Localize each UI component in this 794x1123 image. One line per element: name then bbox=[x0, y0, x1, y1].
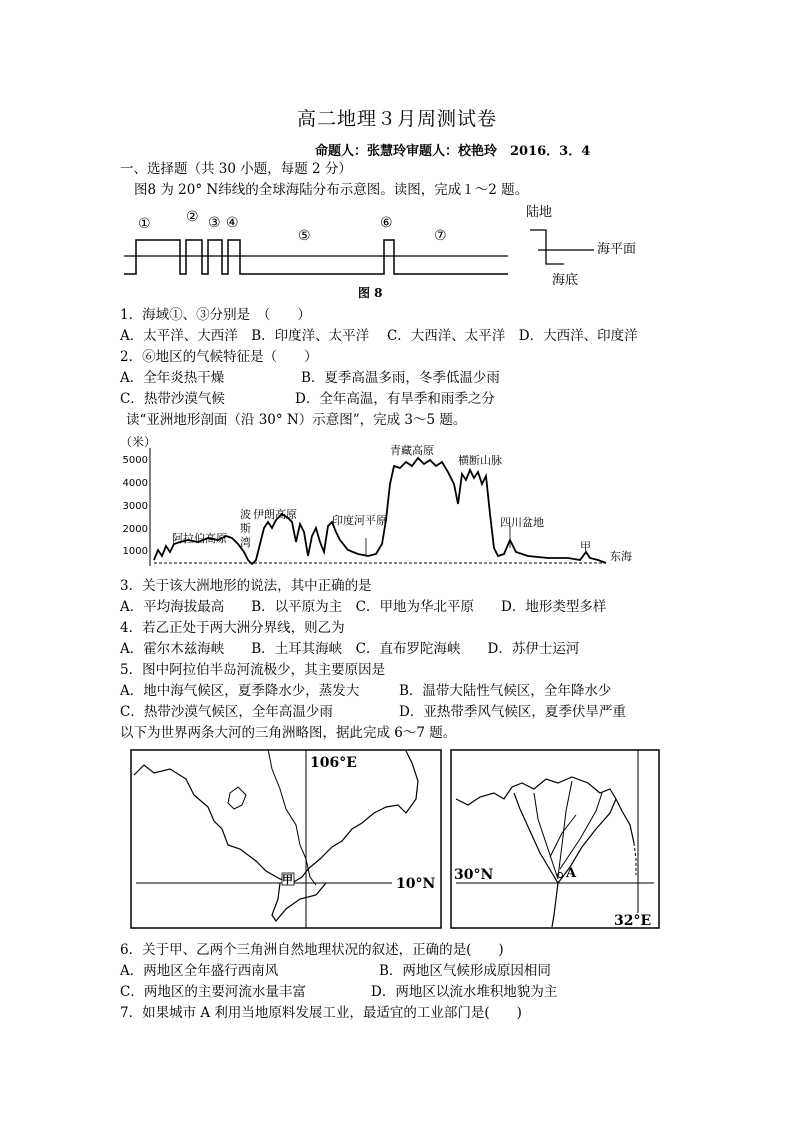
q5-option-c: C．热带沙漠气候区，全年高温少雨 bbox=[120, 704, 333, 720]
q1-stem: 1．海域①、③分别是 （ ） bbox=[120, 307, 311, 323]
river-left bbox=[268, 749, 316, 885]
y-tick-2000: 2000 bbox=[122, 524, 148, 535]
q3-stem: 3．关于该大洲地形的说法，其中正确的是 bbox=[120, 578, 372, 594]
southern-tip-left bbox=[272, 883, 326, 921]
y-axis-unit: （米） bbox=[120, 435, 157, 449]
label-iranian-plateau: 伊朗高原 bbox=[253, 508, 297, 521]
q6-option-d: D．两地区以流水堆积地貌为主 bbox=[371, 984, 558, 1000]
legend-profile bbox=[530, 230, 564, 264]
label-10N: 10°N bbox=[396, 876, 436, 892]
label-indus-plain: 印度河平原 bbox=[332, 514, 387, 527]
delta-outline bbox=[514, 793, 616, 883]
q6-option-c: C．两地区的主要河流水量丰富 bbox=[120, 984, 306, 1000]
q7-stem: 7．如果城市 A 利用当地原料发展工业，最适宜的工业部门是( ) bbox=[120, 1005, 522, 1021]
y-tick-3000: 3000 bbox=[122, 501, 148, 512]
map-left-frame bbox=[131, 750, 441, 928]
map-mekong-delta bbox=[130, 749, 442, 929]
q6-option-a: A．两地区全年盛行西南风 bbox=[120, 963, 279, 979]
q5-stem: 5．图中阿拉伯半岛河流极少，其主要原因是 bbox=[120, 662, 386, 678]
marker-4: ④ bbox=[226, 215, 239, 231]
page-title: 高二地理３月周测试卷 bbox=[297, 108, 498, 130]
map-nile-delta bbox=[450, 749, 660, 929]
label-arabian-plateau: 阿拉伯高原 bbox=[172, 532, 227, 545]
y-tick-4000: 4000 bbox=[122, 478, 148, 489]
q4-options: A．霍尔木兹海峡 B．土耳其海峡 C．直布罗陀海峡 D．苏伊士运河 bbox=[120, 641, 580, 657]
marker-1: ⑦ bbox=[434, 228, 447, 244]
section-heading: 一、选择题（共 30 小题，每题 2 分） bbox=[120, 161, 352, 177]
delta-maps-intro: 以下为世界两条大河的三角洲略图，据此完成 6～7 题。 bbox=[120, 725, 457, 741]
label-east-china-sea: 东海 bbox=[610, 550, 632, 563]
marker-2: ⑥ bbox=[380, 215, 393, 231]
asia-terrain-profile bbox=[118, 432, 638, 572]
legend-seabed: 海底 bbox=[552, 273, 579, 288]
marker-7: ① bbox=[138, 216, 151, 232]
nile-main-channel bbox=[552, 883, 558, 927]
q6-stem: 6．关于甲、乙两个三角洲自然地理状况的叙述，正确的是( ) bbox=[120, 942, 504, 958]
label-persian-gulf-3: 湾 bbox=[240, 536, 251, 549]
coastline-right bbox=[456, 777, 634, 843]
map-right-frame bbox=[451, 750, 659, 928]
legend-land: 陆地 bbox=[526, 205, 553, 220]
label-persian-gulf-2: 斯 bbox=[240, 522, 251, 535]
q3-options: A．平均海拔最高 B．以平原为主 C．甲地为华北平原 D．地形类型多样 bbox=[120, 599, 607, 615]
label-tibetan-plateau: 青藏高原 bbox=[390, 444, 434, 457]
q5-option-b: B．温带大陆性气候区，全年降水少 bbox=[399, 683, 612, 699]
q6-option-b: B．两地区气候形成原因相同 bbox=[379, 963, 551, 979]
profile-line bbox=[124, 240, 508, 274]
q2-option-c: C．热带沙漠气候 bbox=[120, 391, 225, 407]
label-sichuan-basin: 四川盆地 bbox=[500, 516, 544, 529]
label-106E: 106°E bbox=[310, 755, 357, 771]
label-30N: 30°N bbox=[454, 867, 494, 883]
coast-east-dashed bbox=[634, 843, 636, 875]
legend-sea-level-label: 海平面 bbox=[597, 242, 637, 257]
q5-option-a: A．地中海气候区，夏季降水少，蒸发大 bbox=[120, 683, 360, 699]
label-32E: 32°E bbox=[614, 913, 652, 929]
q2-option-b: B．夏季高温多雨，冬季低温少雨 bbox=[301, 370, 500, 386]
marker-3: ⑤ bbox=[298, 228, 311, 244]
delta-branches bbox=[534, 781, 602, 879]
q4-stem: 4．若乙正处于两大洲分界线，则乙为 bbox=[120, 620, 345, 636]
label-city-a: A bbox=[566, 866, 577, 881]
label-jia: 甲 bbox=[580, 540, 591, 553]
fig8-land-sea-profile bbox=[118, 200, 658, 302]
author-line: 命题人：张慧玲审题人：校艳玲 2016．3．4 bbox=[315, 144, 591, 159]
q1-options: A．太平洋、大西洋 B．印度洋、太平洋 C．大西洋、太平洋 D．大西洋、印度洋 bbox=[120, 328, 638, 344]
label-hengduan-mountains: 横断山脉 bbox=[458, 454, 502, 467]
fig8-intro: 图8 为 20° N纬线的全球海陆分布示意图。读图，完成１～2 题。 bbox=[134, 182, 529, 198]
y-tick-1000: 1000 bbox=[122, 546, 148, 557]
q2-option-a: A．全年炎热干燥 bbox=[120, 370, 225, 386]
coastline-left bbox=[134, 751, 418, 883]
label-persian-gulf-1: 波 bbox=[240, 508, 251, 521]
terrain-profile-line bbox=[154, 458, 606, 564]
marker-6: ② bbox=[186, 209, 199, 225]
label-jia-map: 甲 bbox=[282, 873, 293, 886]
profile-intro: 读“亚洲地形剖面（沿 30° N）示意图”，完成 3～5 题。 bbox=[126, 412, 467, 428]
q5-option-d: D．亚热带季风气候区，夏季伏旱严重 bbox=[399, 704, 626, 720]
q2-option-d: D．全年高温，有旱季和雨季之分 bbox=[295, 391, 495, 407]
marker-5: ③ bbox=[208, 215, 221, 231]
q2-stem: 2．⑥地区的气候特征是（ ） bbox=[120, 349, 318, 365]
fig8-caption: 图 8 bbox=[358, 286, 383, 300]
y-tick-5000: 5000 bbox=[122, 455, 148, 466]
lake-left bbox=[228, 787, 246, 809]
